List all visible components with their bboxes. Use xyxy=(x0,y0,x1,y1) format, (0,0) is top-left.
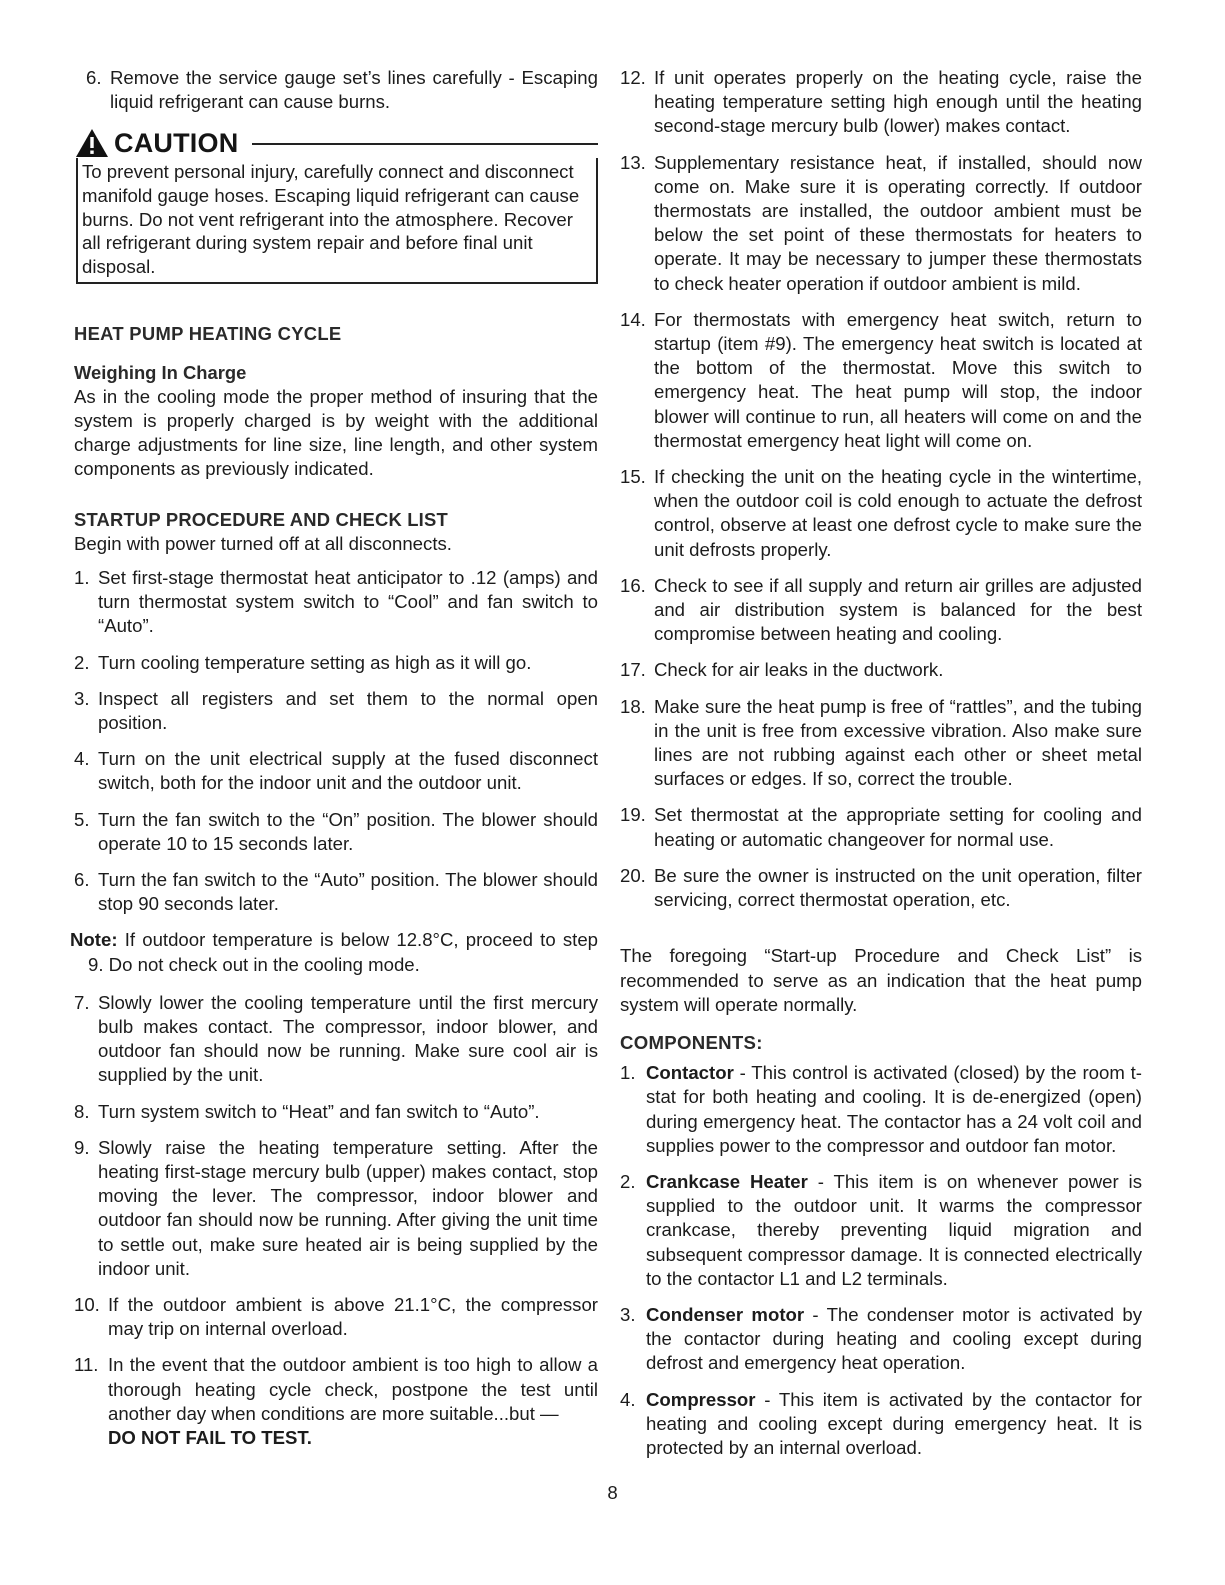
item-number: 7. xyxy=(74,991,90,1013)
item-number: 1. xyxy=(74,567,90,588)
list-item xyxy=(74,66,598,114)
component-text: - This control is activated (closed) by the room t-stat for both heating and cooling. It is de-energized (open) during emergency heat. The contactor has a 24 volt coil and supplies power to the compressor and outdoor fan motor. xyxy=(646,1062,1142,1156)
item-number: 2. xyxy=(74,651,90,673)
item-number: 1. xyxy=(620,1062,636,1084)
item-number: 9. xyxy=(74,1136,90,1158)
item-text: Check to see if all supply and return air grilles are adjusted and air distribution system is balanced for the best compromise between heating and cooling. xyxy=(654,574,1142,645)
component-item xyxy=(620,1388,1142,1461)
caution-header xyxy=(74,126,598,160)
do-not-fail-text: DO NOT FAIL TO TEST. xyxy=(108,1427,312,1449)
item-number: 8. xyxy=(74,1100,90,1122)
item-number: 5. xyxy=(74,808,90,830)
item-number: 12. xyxy=(620,67,646,88)
caution-box xyxy=(76,158,598,284)
list-item xyxy=(620,695,1142,792)
item-text: If the outdoor ambient is above 21.1°C, the compressor may trip on internal overload. xyxy=(108,1294,598,1340)
component-name: Condenser motor xyxy=(646,1303,805,1325)
warning-triangle-icon xyxy=(74,127,110,159)
item-text: Turn on the unit electrical supply at the fused disconnect switch, both for the indoor unit and the outdoor unit. xyxy=(98,748,598,794)
foregoing-paragraph: The foregoing “Start-up Procedure and Check List” is recommended to serve as an indication that the heat pump system will operate normally. xyxy=(620,945,1142,1015)
item-text: Supplementary resistance heat, if installed, should now come on. Make sure it is operating correctly. If outdoor thermostats are installed, the outdoor ambient must be below the set point of these thermostats for heaters to operate. It may be necessary to jumper these thermostats to check heater operation if outdoor ambient is mild. xyxy=(654,151,1142,294)
startup-intro: Begin with power turned off at all disconnects. xyxy=(74,532,452,554)
component-text: - This item is on whenever power is supplied to the outdoor unit. It warms the compressor crankcase, thereby preventing liquid migration and subsequent compressor damage. It is connected electrically to the contactor L1 and L2 terminals. xyxy=(646,1170,1142,1289)
item-text: Slowly raise the heating temperature setting. After the heating first-stage mercury bulb (upper) makes contact, stop moving the lever. The compressor, indoor blower and outdoor fan should now be running. After giving the unit time to settle out, make sure heated air is being supplied by the indoor unit. xyxy=(98,1136,598,1279)
list-item xyxy=(74,566,598,639)
item-number: 4. xyxy=(620,1388,636,1410)
item-text: Turn cooling temperature setting as high as it will go. xyxy=(98,651,532,673)
item-text: Turn the fan switch to the “On” position. The blower should operate 10 to 15 seconds later. xyxy=(98,808,598,854)
caution-text: To prevent personal injury, carefully connect and disconnect manifold gauge hoses. Escaping liquid refrigerant can cause burns. Do not vent refrigerant into the atmosphere. Recover all refrigerant during system repair and before final unit disposal. xyxy=(82,161,580,277)
item-number: 20. xyxy=(620,864,646,886)
item-number: 6. xyxy=(86,67,102,88)
item-text: Turn the fan switch to the “Auto” position. The blower should stop 90 seconds later. xyxy=(98,869,598,915)
list-item xyxy=(74,747,598,795)
item-number: 3. xyxy=(74,687,90,709)
item-number: 10. xyxy=(74,1294,100,1316)
item-text: Inspect all registers and set them to the normal open position. xyxy=(98,687,598,734)
list-item xyxy=(74,1293,598,1341)
note xyxy=(70,928,598,976)
section-heading: HEAT PUMP HEATING CYCLE xyxy=(74,323,342,345)
list-item xyxy=(74,1353,598,1450)
item-text: Set first-stage thermostat heat anticipator to .12 (amps) and turn thermostat system switch to “Cool” and fan switch to “Auto”. xyxy=(98,567,598,637)
component-item xyxy=(620,1061,1142,1158)
item-text: If unit operates properly on the heating cycle, raise the heating temperature setting high enough until the heating second-stage mercury bulb (lower) makes contact. xyxy=(654,67,1142,137)
list-item xyxy=(74,1100,598,1124)
item-number: 16. xyxy=(620,574,646,596)
component-name: Contactor xyxy=(646,1062,734,1084)
list-item xyxy=(620,66,1142,139)
section-heading: COMPONENTS: xyxy=(620,1031,763,1053)
right-column xyxy=(620,66,1142,1472)
list-item xyxy=(620,658,1142,682)
list-item xyxy=(620,151,1142,296)
item-text: For thermostats with emergency heat switch, return to startup (item #9). The emergency heat switch is located at the bottom of the thermostat. Move this switch to emergency heat. The heat pump will stop, the indoor blower will continue to run, all heaters will come on and the thermostat emergency heat light will come on. xyxy=(654,308,1142,451)
list-item xyxy=(74,808,598,856)
item-number: 3. xyxy=(620,1303,636,1325)
item-text: Set thermostat at the appropriate setting for cooling and heating or automatic changeover for normal use. xyxy=(654,804,1142,850)
note-text: If outdoor temperature is below 12.8°C, proceed to step 9. Do not check out in the cooling mode. xyxy=(88,929,598,975)
left-column xyxy=(70,66,598,1462)
item-text xyxy=(108,1353,598,1450)
item-number: 15. xyxy=(620,466,646,488)
item-number: 17. xyxy=(620,659,646,681)
component-item xyxy=(620,1303,1142,1376)
list-item xyxy=(74,687,598,735)
list-item xyxy=(74,1136,598,1281)
item-text: Make sure the heat pump is free of “rattles”, and the tubing in the unit is free from excessive vibration. Also make sure lines are not rubbing against each other or sheet metal surfaces or edges. If so, correct the trouble. xyxy=(654,695,1142,790)
subsection-heading: Weighing In Charge xyxy=(74,361,247,383)
section-heading: STARTUP PROCEDURE AND CHECK LIST xyxy=(74,508,448,530)
list-item xyxy=(74,651,598,675)
caution-title: CAUTION xyxy=(114,128,239,159)
item-text: If checking the unit on the heating cycle in the wintertime, when the outdoor coil is cold enough to actuate the defrost control, observe at least one defrost cycle to make sure the unit defrosts properly. xyxy=(654,466,1142,560)
item-text: Slowly lower the cooling temperature until the first mercury bulb makes contact. The compressor, indoor blower, and outdoor fan should now be running. Make sure cool air is supplied by the unit. xyxy=(98,991,598,1086)
item-number: 19. xyxy=(620,804,646,826)
step11-text: In the event that the outdoor ambient is too high to allow a thorough heating cycle check, postpone the test until another day when conditions are more suitable...but — xyxy=(108,1354,598,1424)
component-item xyxy=(620,1170,1142,1291)
list-item xyxy=(620,465,1142,562)
item-text: Remove the service gauge set’s lines carefully - Escaping liquid refrigerant can cause burns. xyxy=(110,67,598,113)
item-number: 2. xyxy=(620,1170,636,1192)
item-number: 13. xyxy=(620,151,646,173)
list-item xyxy=(620,574,1142,647)
list-item xyxy=(620,864,1142,912)
item-number: 18. xyxy=(620,695,646,717)
caution-rule xyxy=(252,143,598,145)
item-text: Turn system switch to “Heat” and fan switch to “Auto”. xyxy=(98,1100,540,1122)
note-label: Note: xyxy=(70,929,118,951)
item-text: Be sure the owner is instructed on the unit operation, filter servicing, correct thermostat operation, etc. xyxy=(654,864,1142,911)
item-number: 6. xyxy=(74,869,90,891)
list-item xyxy=(620,803,1142,851)
item-number: 11. xyxy=(74,1354,99,1376)
item-number: 14. xyxy=(620,308,646,330)
item-text: Check for air leaks in the ductwork. xyxy=(654,659,944,681)
component-name: Crankcase Heater xyxy=(646,1170,808,1192)
item-number: 4. xyxy=(74,748,90,770)
component-name: Compressor xyxy=(646,1388,756,1410)
list-item xyxy=(620,308,1142,453)
list-item xyxy=(74,868,598,916)
weighing-paragraph: As in the cooling mode the proper method of insuring that the system is properly charged is by weight with the additional charge adjustments for line size, line length, and other system components as previously indicated. xyxy=(74,385,598,480)
list-item xyxy=(74,991,598,1088)
page-number: 8 xyxy=(607,1482,618,1503)
component-text: - This item is activated by the contactor for heating and cooling except during emergency heat. It is protected by an internal overload. xyxy=(646,1388,1142,1458)
component-text: - The condenser motor is activated by the contactor during heating and cooling except during defrost and emergency heat operation. xyxy=(646,1303,1142,1374)
